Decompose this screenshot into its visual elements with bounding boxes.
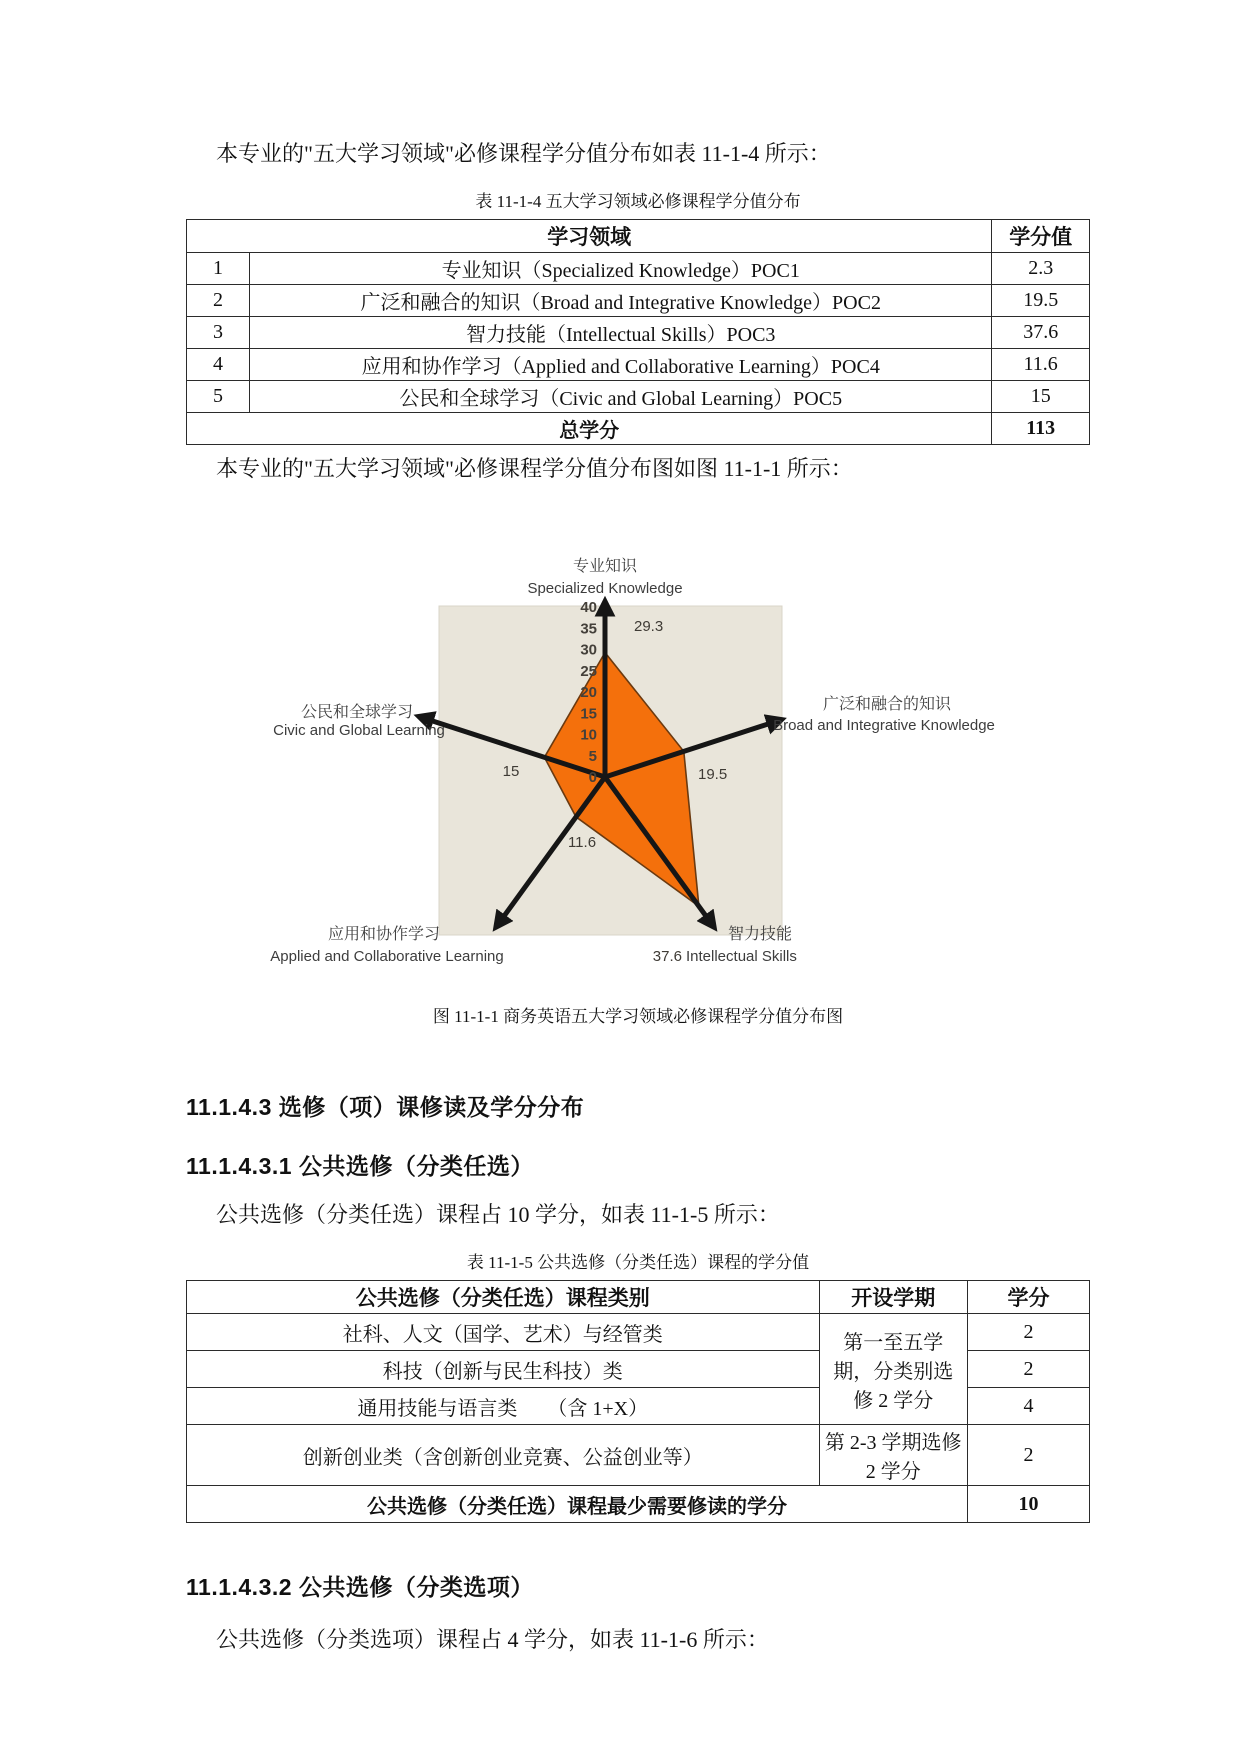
learning-area: 智力技能（Intellectual Skills）POC3: [250, 317, 992, 349]
axis-tick-label: 40: [580, 599, 597, 616]
course-category: 科技（创新与民生科技）类: [187, 1351, 820, 1388]
axis-tick-label: 25: [580, 662, 597, 680]
credit-value: 2: [967, 1425, 1089, 1486]
table-row: [187, 317, 1090, 349]
data-value-label: 19.5: [698, 766, 728, 783]
paragraph-elective-option: 公共选修（分类选项）课程占 4 学分，如表 11-1-6 所示：: [216, 1627, 769, 1652]
table-total-row: [187, 413, 1090, 445]
credit-value: 4: [967, 1388, 1089, 1425]
axis-tick-label: 30: [580, 641, 597, 659]
radar-chart: [230, 498, 1050, 976]
category-label-en: Intellectual Skills: [686, 948, 797, 965]
credit-value: 2: [967, 1351, 1089, 1388]
axis-tick-label: 20: [580, 684, 597, 701]
table-row: [187, 349, 1090, 381]
category-label-en: Civic and Global Learning: [273, 722, 445, 739]
axis-tick-label: 5: [588, 747, 597, 765]
category-label-cn: 智力技能: [727, 926, 793, 943]
table-header-row: [187, 220, 1090, 253]
learning-area: 广泛和融合的知识（Broad and Integrative Knowledge）POC2: [250, 285, 992, 317]
table2-header-category: 公共选修（分类任选）课程类别: [187, 1281, 820, 1314]
credit-value: 2: [967, 1314, 1089, 1351]
course-category: 创新创业类（含创新创业竞赛、公益创业等）: [187, 1425, 820, 1486]
table-row: [187, 285, 1090, 317]
section-heading-11-1-4-3-1: 11.1.4.3.1 公共选修（分类任选）: [186, 1153, 534, 1179]
section-heading-11-1-4-3: 11.1.4.3 选修（项）课修读及学分分布: [186, 1094, 585, 1120]
table-footer-row: [187, 1486, 1090, 1523]
data-value-label: 37.6: [652, 948, 682, 965]
table-row: [187, 253, 1090, 285]
table-row: [187, 381, 1090, 413]
table-row: [187, 1314, 1090, 1351]
course-category: 通用技能与语言类 （含 1+X）: [187, 1388, 820, 1425]
category-label-cn: 应用和协作学习: [327, 926, 441, 943]
credit-value: 2.3: [992, 253, 1090, 285]
category-label-en: Applied and Collaborative Learning: [270, 948, 504, 965]
paragraph-intro-table: 本专业的"五大学习领域"必修课程学分值分布如表 11-1-4 所示：: [216, 141, 831, 166]
row-number: 2: [187, 285, 250, 317]
learning-area: 公民和全球学习（Civic and Global Learning）POC5: [250, 381, 992, 413]
row-number: 1: [187, 253, 250, 285]
section-heading-11-1-4-3-2: 11.1.4.3.2 公共选修（分类选项）: [186, 1574, 534, 1600]
row-number: 4: [187, 349, 250, 381]
table1-total-label: 总学分: [187, 413, 992, 445]
data-value-label: 29.3: [634, 618, 664, 635]
paragraph-elective-any: 公共选修（分类任选）课程占 10 学分，如表 11-1-5 所示：: [216, 1202, 780, 1227]
semester-cell: 第 2-3 学期选修 2 学分: [819, 1425, 967, 1486]
category-label-en: Broad and Integrative Knowledge: [773, 717, 995, 734]
credit-value: 15: [992, 381, 1090, 413]
row-number: 3: [187, 317, 250, 349]
category-label-cn: 广泛和融合的知识: [822, 696, 952, 713]
credit-value: 19.5: [992, 285, 1090, 317]
public-elective-table: [186, 1280, 1090, 1523]
table-row: [187, 1425, 1090, 1486]
page-content: [186, 0, 1090, 1655]
credit-value: 37.6: [992, 317, 1090, 349]
data-value-label: 15: [502, 763, 520, 780]
table1-total-value: 113: [992, 413, 1090, 445]
category-label-cn: 专业知识: [572, 558, 638, 575]
table1-caption: 表 11-1-4 五大学习领域必修课程学分值分布: [475, 192, 801, 211]
table-header-row: [187, 1281, 1090, 1314]
credits-distribution-table: [186, 219, 1090, 445]
axis-tick-label: 15: [580, 705, 597, 723]
table1-header-credits: 学分值: [992, 220, 1090, 253]
paragraph-intro-figure: 本专业的"五大学习领域"必修课程学分值分布图如图 11-1-1 所示：: [216, 456, 853, 481]
axis-tick-label: 10: [580, 726, 597, 744]
category-label-en: Specialized Knowledge: [527, 580, 683, 597]
figure-caption: 图 11-1-1 商务英语五大学习领域必修课程学分值分布图: [432, 1007, 844, 1026]
table2-footer-label: 公共选修（分类任选）课程最少需要修读的学分: [187, 1486, 968, 1523]
table2-header-credits: 学分: [967, 1281, 1089, 1314]
table2-header-semester: 开设学期: [819, 1281, 967, 1314]
axis-tick-label: 0: [588, 769, 597, 786]
radar-chart-figure: [186, 498, 1090, 976]
category-label-cn: 公民和全球学习: [300, 704, 414, 721]
table2-caption: 表 11-1-5 公共选修（分类任选）课程的学分值: [466, 1253, 810, 1272]
axis-tick-label: 35: [580, 620, 597, 638]
learning-area: 应用和协作学习（Applied and Collaborative Learning）POC4: [250, 349, 992, 381]
course-category: 社科、人文（国学、艺术）与经管类: [187, 1314, 820, 1351]
row-number: 5: [187, 381, 250, 413]
semester-merged-cell: 第一至五学期，分类别选修 2 学分: [819, 1314, 967, 1425]
table2-footer-value: 10: [967, 1486, 1089, 1523]
table1-header-area: 学习领域: [187, 220, 992, 253]
credit-value: 11.6: [992, 349, 1090, 381]
data-value-label: 11.6: [567, 834, 597, 851]
learning-area: 专业知识（Specialized Knowledge）POC1: [250, 253, 992, 285]
